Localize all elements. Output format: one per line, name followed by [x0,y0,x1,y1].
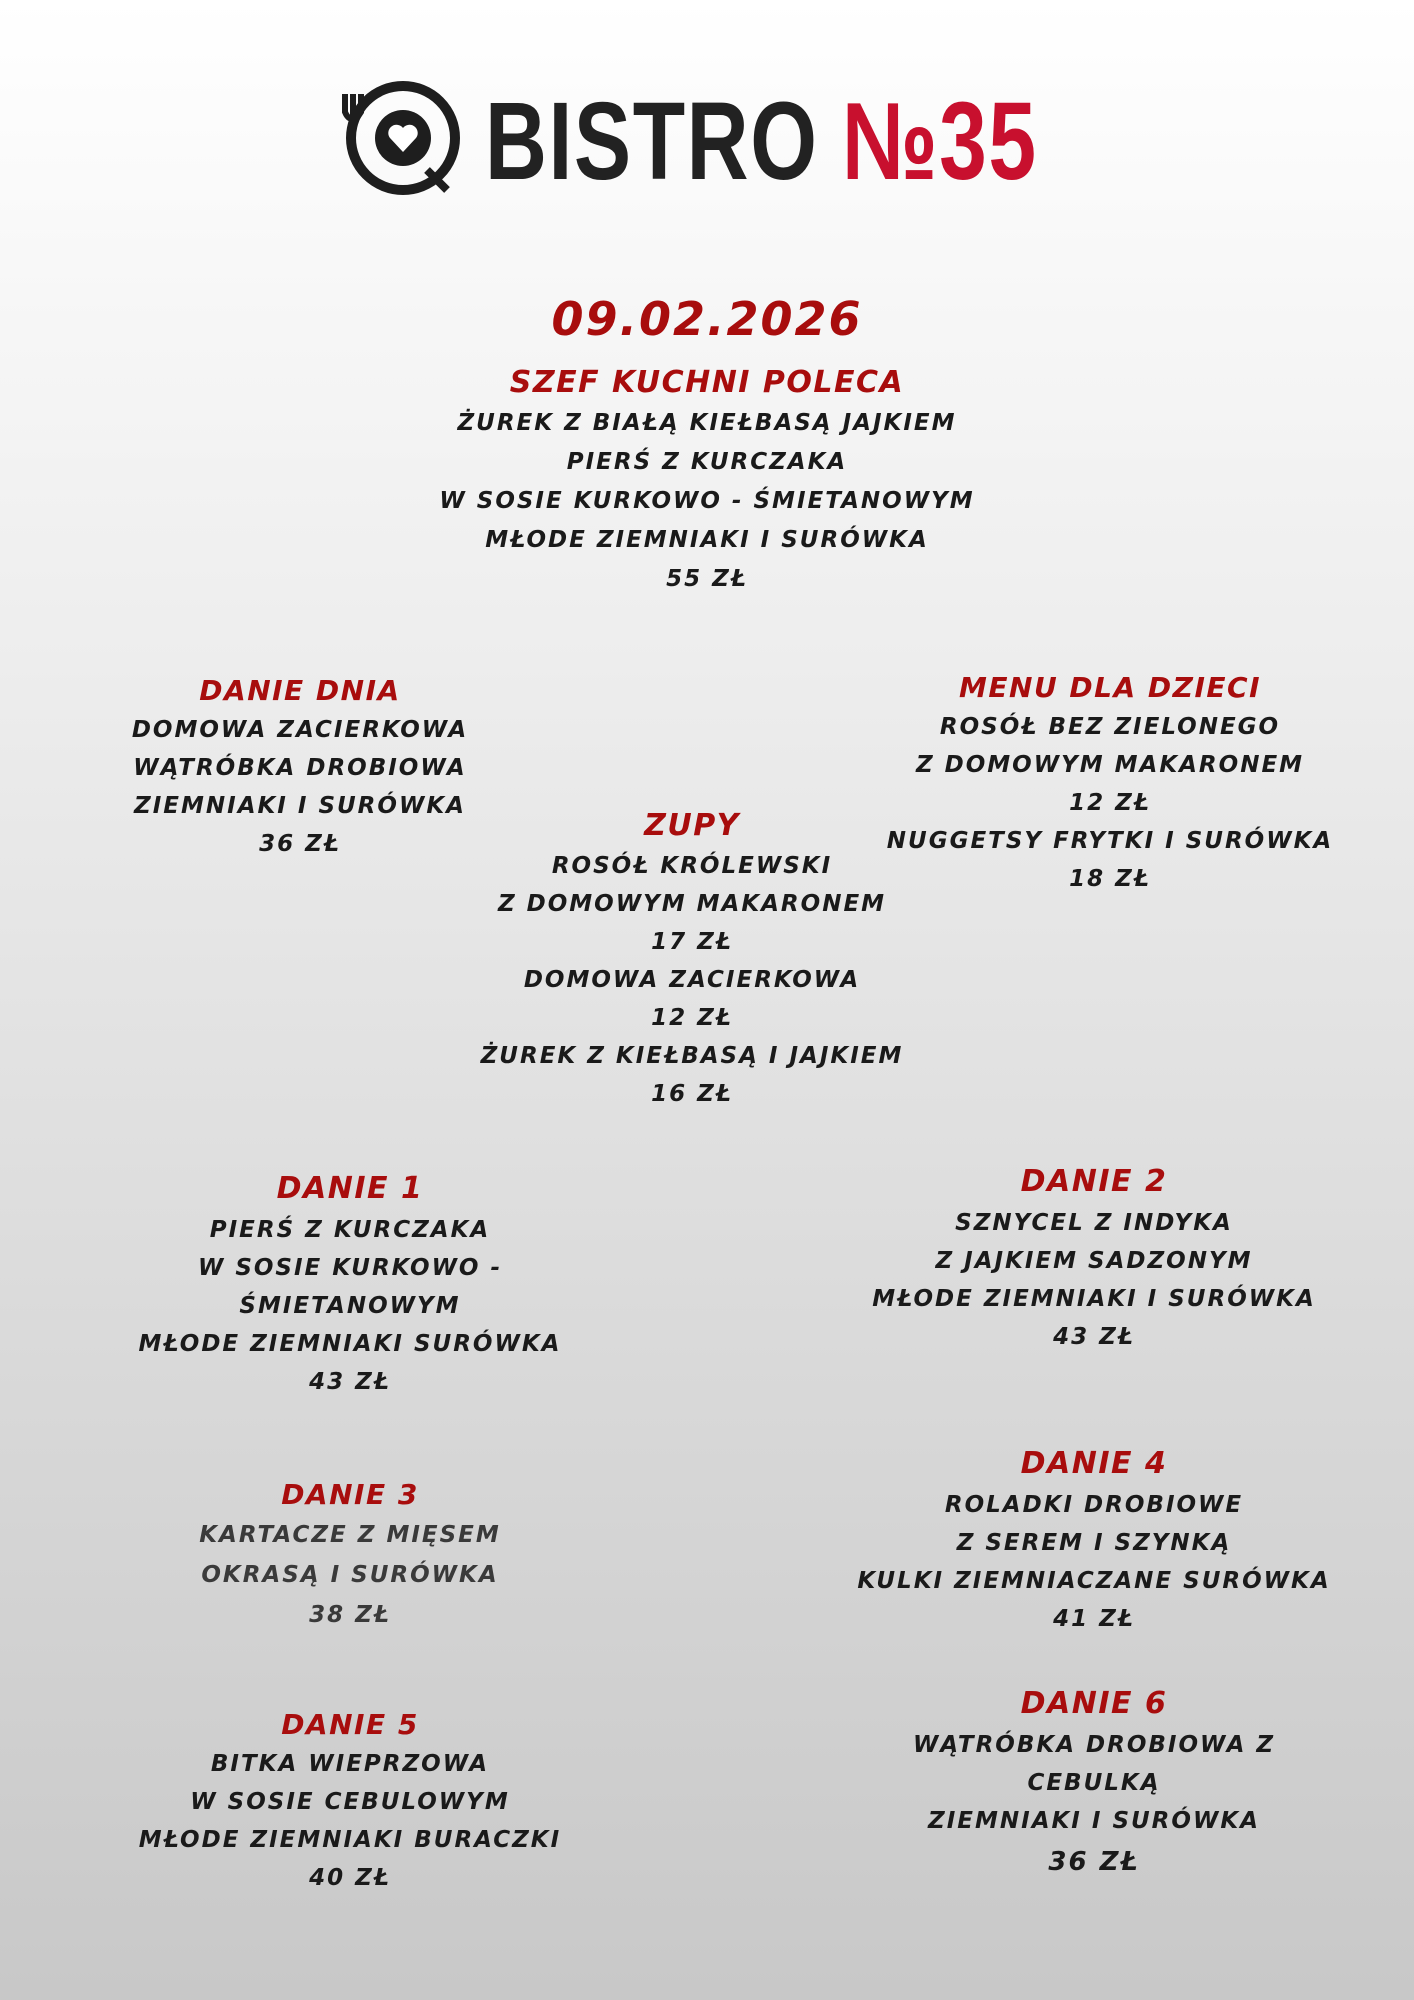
menu-price: 36 ZŁ [1048,1847,1140,1877]
menu-line: PIERŚ Z KURCZAKA [209,1217,491,1243]
logo-number: №35 [841,80,1038,203]
menu-price: 55 ZŁ [666,566,748,592]
section-title: DANIE 4 [1020,1446,1168,1481]
menu-line: WĄTRÓBKA DROBIOWA Z CEBULKĄ [912,1732,1276,1796]
menu-line: MŁODE ZIEMNIAKI BURACZKI [138,1827,562,1853]
menu-line: NUGGETSY FRYTKI I SURÓWKA [886,828,1334,854]
dish-4-section [844,1442,1344,1638]
menu-line: W SOSIE KURKOWO - [197,1255,503,1281]
menu-line: ROLADKI DROBIOWE [944,1492,1244,1518]
dish-3-section [100,1475,600,1635]
menu-line: BITKA WIEPRZOWA [210,1751,490,1777]
dish-6-section [844,1682,1344,1884]
menu-line: WĄTRÓBKA DROBIOWA [133,755,467,781]
dish-5-section [100,1705,600,1897]
section-title: SZEF KUCHNI POLECA [509,365,905,400]
logo-bistro: BISTRO [485,80,819,203]
section-title: DANIE DNIA [199,674,401,707]
menu-price: 43 ZŁ [1053,1324,1135,1350]
menu-line: DOMOWA ZACIERKOWA [523,967,861,993]
menu-line: MŁODE ZIEMNIAKI SURÓWKA [138,1331,562,1357]
menu-line: ROSÓŁ KRÓLEWSKI [551,853,833,879]
menu-line: W SOSIE KURKOWO - ŚMIETANOWYM [439,488,975,514]
bistro-logo [335,72,1038,203]
menu-line: MŁODE ZIEMNIAKI I SURÓWKA [485,527,929,553]
menu-price: 12 ZŁ [1069,790,1151,816]
menu-line: OKRASĄ I SURÓWKA [201,1562,499,1588]
menu-price: 43 ZŁ [309,1369,391,1395]
menu-line: ZIEMNIAKI I SURÓWKA [928,1808,1260,1834]
menu-price: 18 ZŁ [1069,866,1151,892]
menu-line: W SOSIE CEBULOWYM [190,1789,510,1815]
menu-line: Z DOMOWYM MAKARONEM [497,891,887,917]
dish-1-section [100,1167,600,1401]
chef-recommends-section [357,362,1057,599]
menu-line: MŁODE ZIEMNIAKI I SURÓWKA [872,1286,1316,1312]
menu-line: Z SEREM I SZYNKĄ [956,1530,1232,1556]
plate-heart-icon [335,72,465,202]
menu-price: 17 ZŁ [651,929,733,955]
menu-date: 09.02.2026 [551,292,863,346]
menu-price: 16 ZŁ [651,1081,733,1107]
menu-line: DOMOWA ZACIERKOWA [131,717,469,743]
menu-line: ŚMIETANOWYM [239,1293,461,1319]
daily-dish-section [100,671,500,863]
logo-wordmark [485,82,1038,202]
menu-line: Z DOMOWYM MAKARONEM [915,752,1305,778]
menu-line: KARTACZE Z MIĘSEM [199,1522,501,1548]
menu-price: 36 ZŁ [259,831,341,857]
section-title: DANIE 1 [276,1171,424,1206]
dish-2-section [844,1160,1344,1356]
section-title: DANIE 2 [1020,1164,1168,1199]
section-title: DANIE 6 [1020,1686,1168,1721]
menu-price: 41 ZŁ [1053,1606,1135,1632]
soups-section [442,805,942,1113]
menu-line: KULKI ZIEMNIACZANE SURÓWKA [857,1568,1331,1594]
menu-line: SZNYCEL Z INDYKA [955,1210,1233,1236]
menu-line: ŻUREK Z KIEŁBASĄ I JAJKIEM [480,1043,904,1069]
section-title: DANIE 5 [281,1708,419,1741]
menu-line: Z JAJKIEM SADZONYM [935,1248,1253,1274]
section-title: ZUPY [644,808,740,843]
menu-line: ROSÓŁ BEZ ZIELONEGO [939,714,1281,740]
menu-line: ŻUREK Z BIAŁĄ KIEŁBASĄ JAJKIEM [457,410,957,436]
section-title: DANIE 3 [281,1478,419,1511]
menu-line: PIERŚ Z KURCZAKA [566,449,848,475]
menu-price: 38 ZŁ [309,1602,391,1628]
menu-line: ZIEMNIAKI I SURÓWKA [134,793,466,819]
menu-price: 12 ZŁ [651,1005,733,1031]
menu-price: 40 ZŁ [309,1865,391,1891]
section-title: MENU DLA DZIECI [959,671,1261,704]
